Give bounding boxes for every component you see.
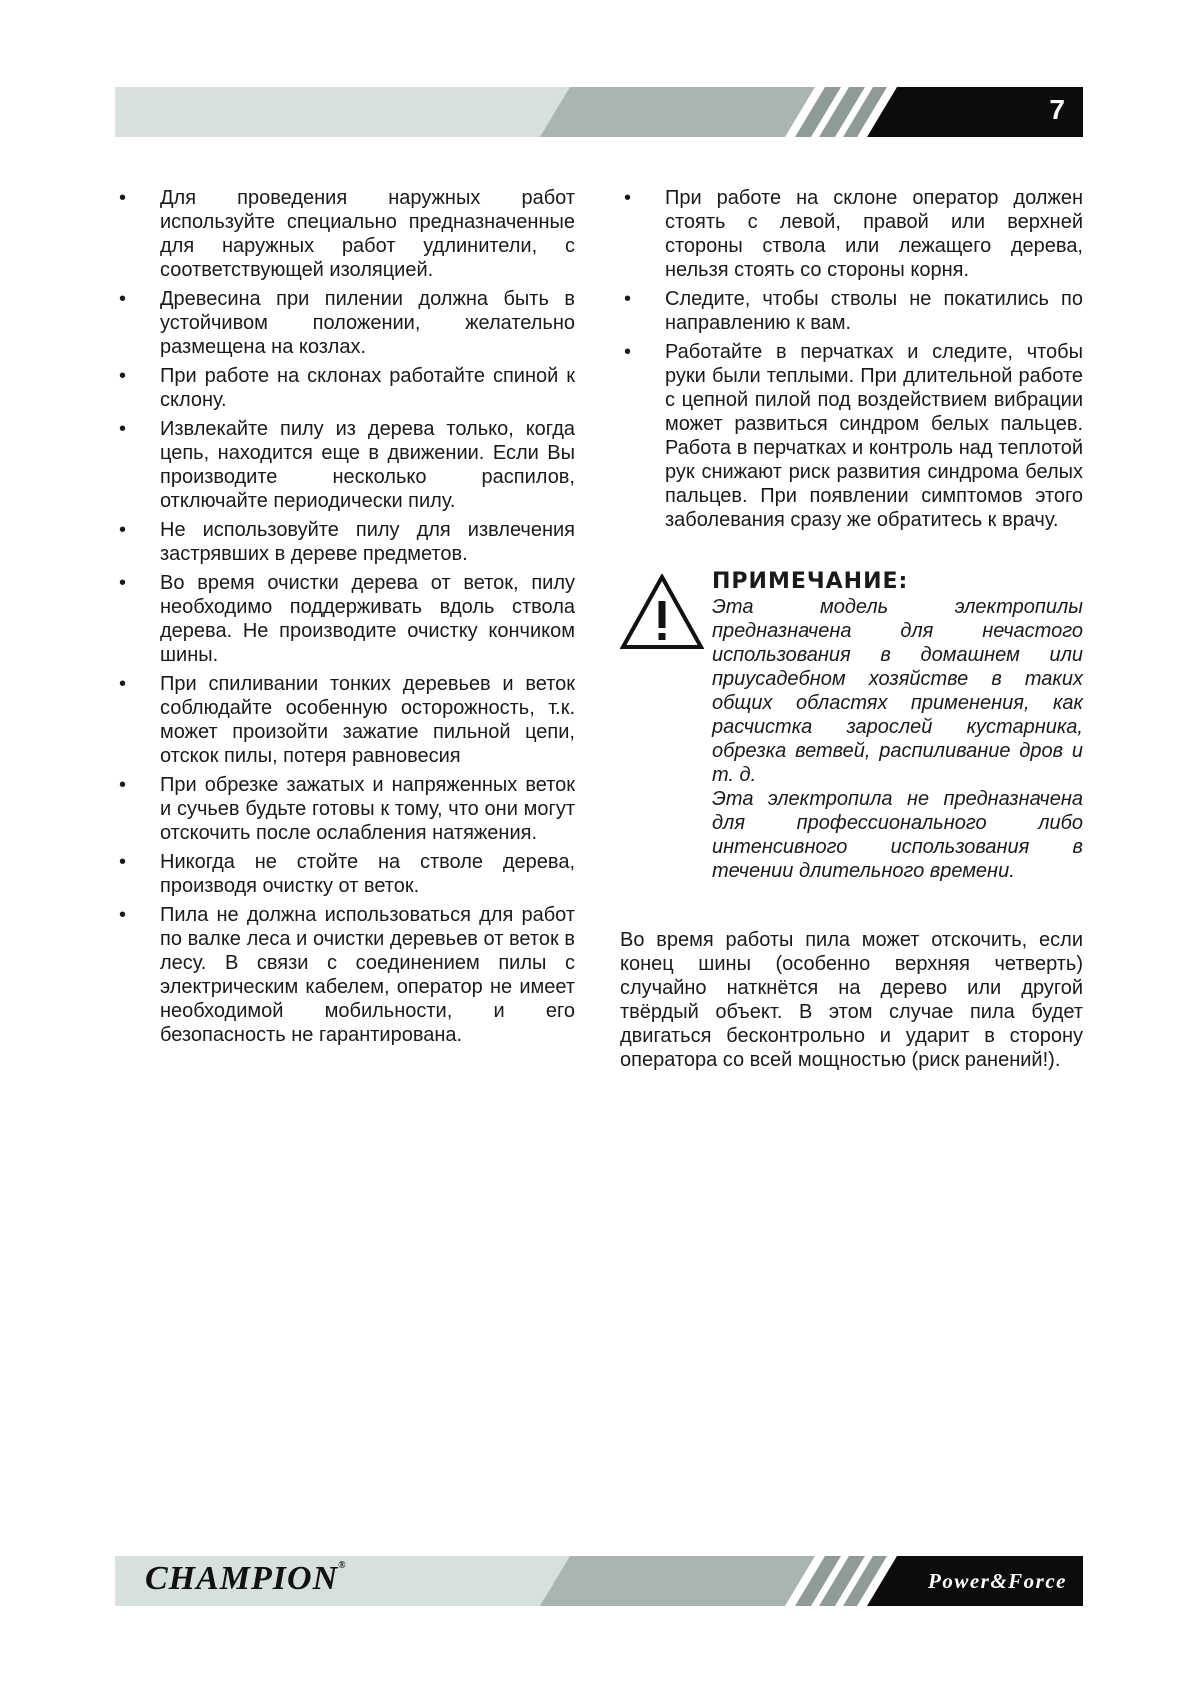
note-text: Эта модель электропилы предназначена для нечастого использования в домашнем или приусадебном хозяйстве в таких общих областях применения, как расчистка зарослей кустарника, обрезка ветвей, распиливание дров и т. д. [712,596,1083,786]
list-item: • При спиливании тонких деревьев и веток соблюдайте особенную осторожность, т.к. может произойти зажатие пильной цепи, отскок пилы, потеря равновесия [119,673,575,767]
list-item: • Следите, чтобы стволы не покатились по направлению к вам. [624,288,1083,334]
warning-triangle-icon [620,574,704,650]
note-heading: ПРИМЕЧАНИЕ: [712,569,909,594]
footer-band [115,1556,1083,1606]
list-item: • При работе на склонах работайте спиной к склону. [119,365,575,411]
list-item: • При работе на склоне оператор должен стоять с левой, правой или верхней стороны ствола или лежащего дерева, нельзя стоять со стороны корня. [624,187,1083,281]
list-item: • Во время очистки дерева от веток, пилу необходимо поддерживать вдоль ствола дерева. Не производите очистку кончиком шины. [119,572,575,666]
list-item: • Для проведения наружных работ используйте специально предназначенные для наружных работ удлинители, с соответствующей изоляцией. [119,187,575,281]
page-number: 7 [1049,94,1065,125]
list-item: • Никогда не стойте на стволе дерева, производя очистку от веток. [119,851,575,897]
list-item: • Не использовуйте пилу для извлечения застрявших в дереве предметов. [119,519,575,565]
kickback-paragraph: Во время работы пила может отскочить, если конец шины (особенно верхняя четверть) случайно наткнётся на дерево или другой твёрдый объект. В этом случае пила будет двигаться бесконтрольно и ударит в сторону оператора со всей мощностью (риск ранений!). [620,929,1083,1071]
list-item: • Извлекайте пилу из дерева только, когда цепь, находится еще в движении. Если Вы производите несколько распилов, отключайте периодически пилу. [119,418,575,512]
note-box [620,570,1083,883]
right-bullet-list [620,186,1083,532]
left-column [115,186,575,1052]
slogan: Power&Force [928,1569,1067,1593]
list-item: • Древесина при пилении должна быть в устойчивом положении, желательно размещена на козлах. [119,288,575,358]
right-column [620,186,1083,1072]
list-item: • Пила не должна использоваться для работ по валке леса и очистки деревьев от веток в лесу. В связи с соединением пилы с электрическим кабелем, оператор не имеет необходимой мобильности, и его безопасность не гарантирована. [119,904,575,1046]
champion-logo: CHAMPION® [145,1560,347,1597]
header-band-graphic [115,87,1083,137]
header-band [115,87,1083,137]
list-item: • Работайте в перчатках и следите, чтобы руки были теплыми. При длительной работе с цепной пилой под воздействием вибрации может развиться синдром белых пальцев. Работа в перчатках и контроль над теплотой рук снижают риск развития синдрома белых пальцев. При появлении симптомов этого заболевания сразу же обратитесь к врачу. [624,341,1083,531]
note-text: Эта электропила не предназначена для профессионального либо интенсивного использования в течении длительного времени. [712,788,1083,882]
list-item: • При обрезке зажатых и напряженных веток и сучьев будьте готовы к тому, что они могут отскочить после ослабления натяжения. [119,774,575,844]
left-bullet-list [115,186,575,1047]
